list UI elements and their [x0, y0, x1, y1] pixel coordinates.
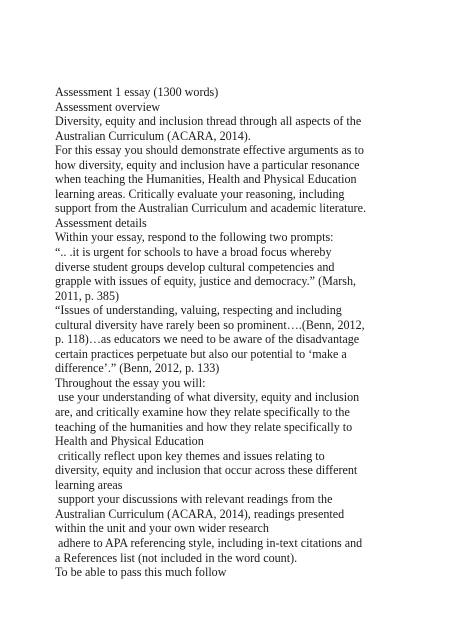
list-item-line: learning areas [55, 477, 123, 492]
list-item-line: Australian Curriculum (ACARA, 2014), readings presented [55, 506, 345, 521]
list-item-line: diversity, equity and inclusion that occur across these different [55, 463, 358, 478]
text-line: Diversity, equity and inclusion thread through all aspects of the [55, 114, 362, 129]
quote-line: “Issues of understanding, valuing, respecting and including [55, 303, 342, 318]
document-text-block [55, 85, 400, 580]
quote-line: diverse student groups develop cultural competencies and [55, 259, 335, 274]
quote-line: grapple with issues of equity, justice and democracy.” (Marsh, [55, 274, 357, 289]
section-heading-details: Assessment details [55, 215, 147, 230]
document-title: Assessment 1 essay (1300 words) [55, 85, 219, 99]
list-item-line: adhere to APA referencing style, including in-text citations and [55, 535, 363, 550]
text-line: For this essay you should demonstrate effective arguments as to [55, 143, 364, 158]
text-line: how diversity, equity and inclusion have a particular resonance [55, 157, 360, 172]
text-line: Throughout the essay you will: [55, 375, 206, 390]
quote-line: cultural diversity have rarely been so prominent….(Benn, 2012, [55, 317, 365, 332]
quote-line: certain practices perpetuate but also our potential to ‘make a [55, 346, 347, 361]
quote-line: p. 118)…as educators we need to be aware of the disadvantage [55, 332, 360, 347]
quote-line: “.. .it is urgent for schools to have a broad focus whereby [55, 245, 332, 260]
text-line: To be able to pass this much follow [55, 565, 227, 580]
text-line: when teaching the Humanities, Health and Physical Education [55, 172, 357, 187]
list-item-line: teaching of the humanities and how they relate specifically to [55, 419, 353, 434]
text-line: learning areas. Critically evaluate your reasoning, including [55, 186, 345, 201]
list-item-line: support your discussions with relevant readings from the [55, 492, 333, 507]
text-line: Australian Curriculum (ACARA, 2014). [55, 128, 251, 143]
quote-line: difference’.” (Benn, 2012, p. 133) [55, 361, 220, 376]
list-item-line: a References list (not included in the word count). [55, 550, 298, 565]
quote-line: 2011, p. 385) [55, 288, 120, 303]
list-item-line: Health and Physical Education [55, 434, 204, 449]
list-item-line: are, and critically examine how they relate specifically to the [55, 405, 350, 420]
section-heading-overview: Assessment overview [55, 99, 161, 114]
list-item-line: critically reflect upon key themes and issues relating to [55, 448, 325, 463]
list-item-line: use your understanding of what diversity, equity and inclusion [55, 390, 360, 405]
text-line: support from the Australian Curriculum and academic literature. [55, 201, 366, 216]
list-item-line: within the unit and your own wider research [55, 521, 269, 536]
text-line: Within your essay, respond to the following two prompts: [55, 230, 334, 245]
